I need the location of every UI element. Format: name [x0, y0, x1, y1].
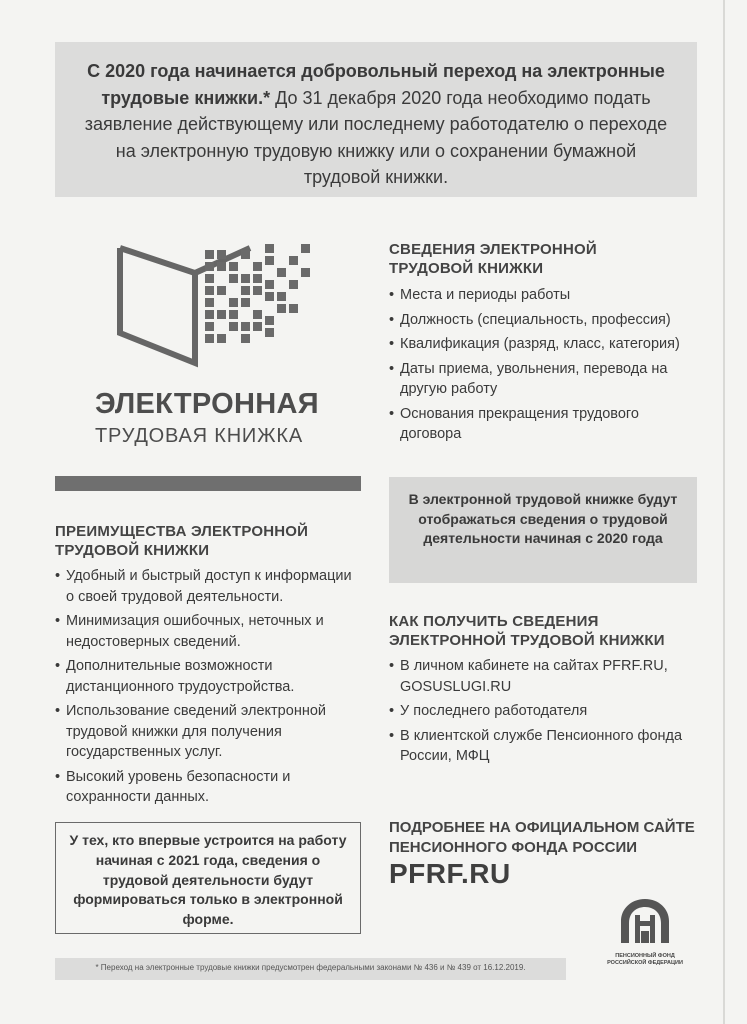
site-link[interactable]: PFRF.RU — [389, 858, 511, 889]
list-item: • Места и периоды работы — [389, 285, 699, 306]
list-item: • Дополнительные возможности дистанционного трудоустройства. — [55, 656, 363, 697]
info-heading: СВЕДЕНИЯ ЭЛЕКТРОННОЙ ТРУДОВОЙ КНИЖКИ — [389, 241, 597, 277]
list-item: • Должность (специальность, профессия) — [389, 310, 699, 331]
pfr-caption — [585, 953, 705, 967]
info-list — [389, 285, 699, 449]
pfr-emblem-icon — [615, 895, 675, 947]
list-item: • У последнего работодателя — [389, 701, 699, 722]
how-to-list — [389, 656, 699, 771]
site-heading: ПОДРОБНЕЕ НА ОФИЦИАЛЬНОМ САЙТЕ ПЕНСИОННОГО ФОНДА РОССИИ — [389, 819, 695, 856]
notice-2020-box: В электронной трудовой книжке будут отображаться сведения о трудовой деятельности начиная с 2020 года — [389, 477, 697, 583]
logo-subtitle: ТРУДОВАЯ КНИЖКА — [95, 425, 303, 447]
intro-banner — [55, 42, 697, 197]
notice-2021-box: У тех, кто впервые устроится на работу начиная с 2021 года, сведения о трудовой деятельности будут формироваться только в электронной форме. — [55, 822, 361, 934]
list-item: • Удобный и быстрый доступ к информации о своей трудовой деятельности. — [55, 566, 363, 607]
list-item: • Использование сведений электронной трудовой книжки для получения государственных услуг. — [55, 701, 363, 763]
intro-banner-bold: С 2020 года начинается добровольный переход на электронные трудовые книжки.* — [87, 61, 665, 108]
page-edge — [723, 0, 725, 1024]
advantages-list — [55, 566, 363, 812]
list-item: • Даты приема, увольнения, перевода на другую работу — [389, 359, 699, 400]
pfr-caption-line2: РОССИЙСКОЙ ФЕДЕРАЦИИ — [607, 960, 683, 966]
list-item: • Квалификация (разряд, класс, категория) — [389, 334, 699, 355]
list-item: • Основания прекращения трудового договора — [389, 404, 699, 445]
footnote: * Переход на электронные трудовые книжки предусмотрен федеральными законами № 436 и № 439 от 16.12.2019. — [55, 958, 566, 980]
advantages-heading: ПРЕИМУЩЕСТВА ЭЛЕКТРОННОЙ ТРУДОВОЙ КНИЖКИ — [55, 523, 309, 559]
list-item: • В личном кабинете на сайтах PFRF.RU, GOSUSLUGI.RU — [389, 656, 699, 697]
intro-banner-text: До 31 декабря 2020 года необходимо подать заявление действующему или последнему работодателю о переходе на электронную трудовую книжку или о сохранении бумажной трудовой книжки. — [84, 87, 668, 187]
pfr-caption-line1: ПЕНСИОННЫЙ ФОНД — [615, 953, 675, 959]
open-book-pixels-icon — [100, 228, 335, 368]
list-item: • Высокий уровень безопасности и сохранности данных. — [55, 767, 363, 808]
list-item: • Минимизация ошибочных, неточных и недостоверных сведений. — [55, 611, 363, 652]
how-to-heading: КАК ПОЛУЧИТЬ СВЕДЕНИЯ ЭЛЕКТРОННОЙ ТРУДОВОЙ КНИЖКИ — [389, 613, 665, 649]
divider-bar — [55, 476, 361, 491]
logo-title: ЭЛЕКТРОННАЯ — [95, 388, 319, 420]
list-item: • В клиентской службе Пенсионного фонда России, МФЦ — [389, 726, 699, 767]
